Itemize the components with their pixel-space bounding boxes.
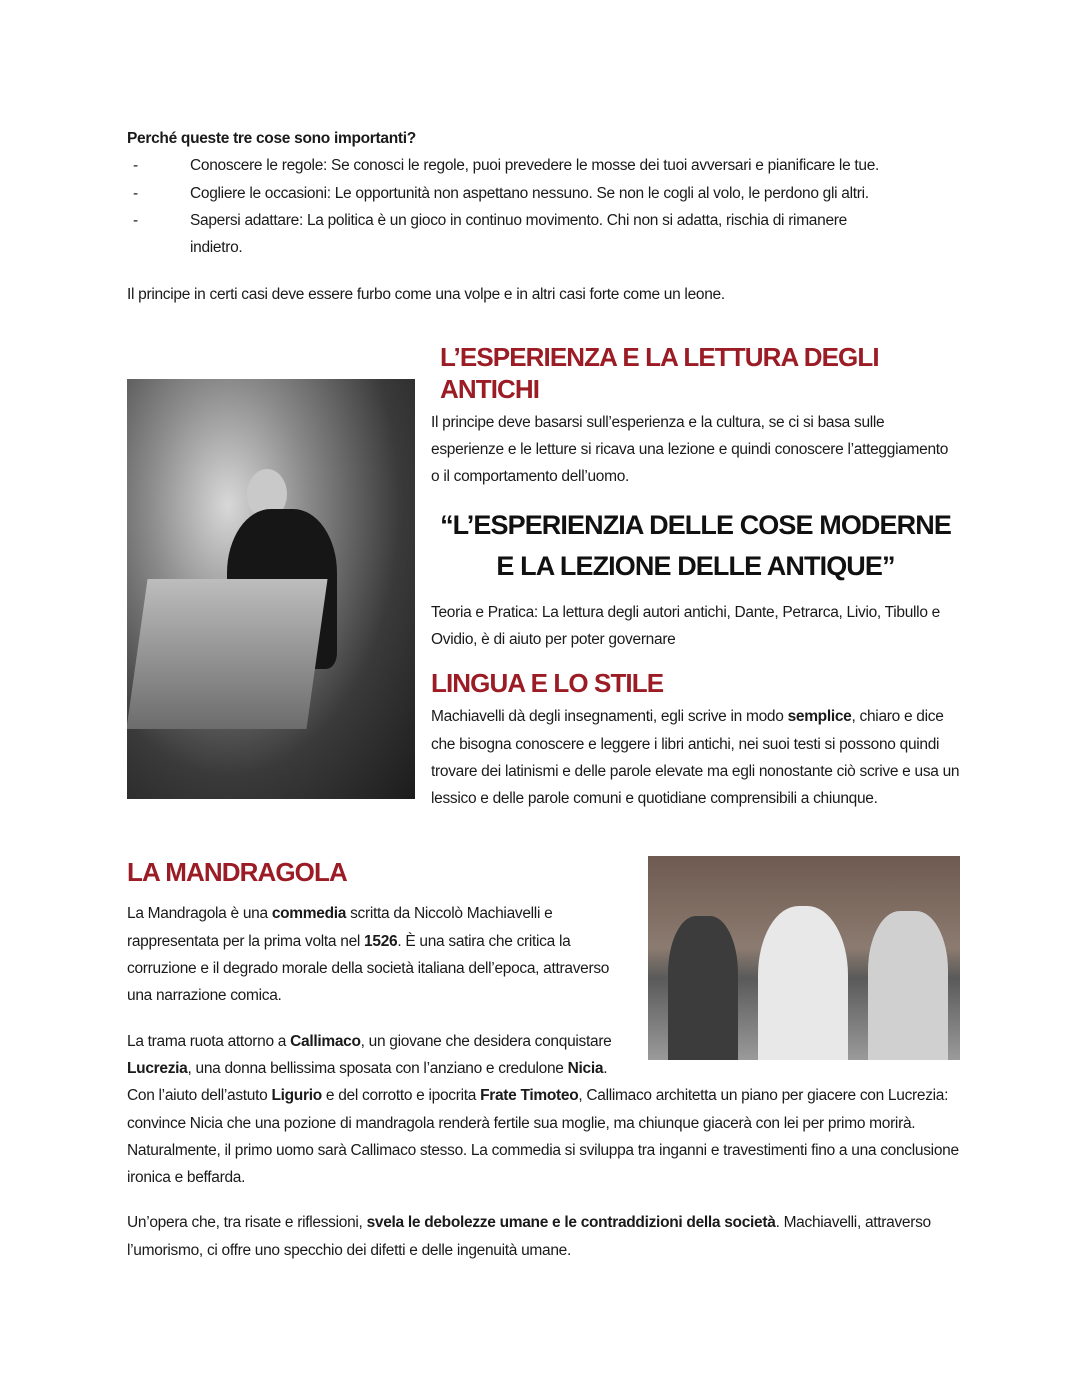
text-run: Machiavelli dà degli insegnamenti, egli scrive in modo [431, 708, 788, 726]
bold-text: Nicia [567, 1059, 604, 1077]
esperienza-section [127, 341, 960, 813]
intro-question: Perché queste tre cose sono importanti? [127, 130, 416, 147]
esperienza-column [431, 341, 960, 813]
bold-text: 1526 [364, 932, 398, 950]
bold-text: semplice [787, 708, 852, 726]
text-run: , una donna bellissima sposata con l’anziano e credulone [187, 1059, 568, 1077]
mandragola-film-still-image [648, 856, 960, 1060]
machiavelli-painting-image [127, 379, 415, 799]
mandragola-heading: LA MANDRAGOLA [127, 857, 347, 888]
text-run: . Machiavelli, attraverso l’umorismo, ci offre uno specchio dei difetti e delle ingenuità umane. [127, 1214, 931, 1259]
bold-text: Lucrezia [127, 1059, 188, 1077]
esperienza-quote: “L’ESPERIENZIA DELLE COSE MODERNE E LA LEZIONE DELLE ANTIQUE” [440, 509, 951, 581]
bullet-text: Cogliere le occasioni: Le opportunità non aspettano nessuno. Se non le cogli al volo, le perdono gli altri. [190, 184, 869, 202]
text-run: , Callimaco architetta un piano per giacere con Lucrezia: convince Nicia che una pozione di mandragola renderà fertile sua moglie, ma chiunque giacerà con lei per primo morirà. Naturalmente, il primo uomo sarà Callimaco stesso. La commedia si sviluppa tra inganni e travestimenti fino a una conclusione ironica e beffarda. [127, 1087, 959, 1187]
text-run: La Mandragola è una [127, 905, 272, 923]
list-item [127, 207, 960, 262]
esperienza-theory: Teoria e Pratica: La lettura degli autori antichi, Dante, Petrarca, Livio, Tibullo e Ovidio, è di aiuto per poter governare [431, 603, 940, 648]
bullet-list [127, 152, 960, 261]
bold-text: svela le debolezze umane e le contraddizioni della società [366, 1214, 776, 1232]
text-run: Un’opera che, tra risate e riflessioni, [127, 1214, 367, 1232]
esperienza-heading: L’ESPERIENZA E LA LETTURA DEGLI ANTICHI [440, 341, 879, 404]
bullet-marker: - [133, 211, 138, 229]
lingua-heading: LINGUA E LO STILE [431, 668, 664, 699]
bold-text: commedia [271, 905, 347, 923]
bold-text: Ligurio [271, 1087, 322, 1105]
list-item [127, 180, 960, 207]
esperienza-text: Il principe deve basarsi sull’esperienza e la cultura, se ci si basa sulle esperienze e le letture si ricava una lezione e quindi conoscere l’atteggiamento o il comportamento dell’uomo. [431, 413, 949, 486]
list-item [127, 152, 960, 179]
bold-text: Frate Timoteo [480, 1087, 579, 1105]
text-run: , un giovane che desidera conquistare [360, 1032, 612, 1050]
mandragola-conclusion-paragraph [127, 1209, 960, 1264]
text-run: e del corrotto e ipocrita [321, 1087, 481, 1105]
bold-text: Callimaco [290, 1032, 361, 1050]
text-run: scritta da Niccolò Machiavelli e rappresentata per la prima volta nel [127, 905, 553, 950]
bullet-marker: - [133, 184, 138, 202]
bullet-marker: - [133, 157, 138, 175]
intro-section [127, 125, 960, 309]
lingua-text [431, 703, 960, 812]
text-run: La trama ruota attorno a [127, 1032, 291, 1050]
text-run: , chiaro e dice che bisogna conoscere e leggere i libri antichi, nei suoi testi si possono quindi trovare dei latinismi e delle parole elevate ma egli nonostante ciò scrive e usa un lessico e delle parole comuni e quotidiane comprensibili a chiunque. [431, 708, 960, 808]
text-run: . Con l’aiuto dell’astuto [127, 1059, 608, 1105]
text-run: . È una satira che critica la corruzione e il degrado morale della società italiana dell’epoca, attraverso una narrazione comica. [127, 932, 610, 1005]
bullet-text: Conoscere le regole: Se conosci le regole, puoi prevedere le mosse dei tuoi avversari e pianificare le tue. [190, 157, 880, 175]
bullet-text: Sapersi adattare: La politica è un gioco in continuo movimento. Chi non si adatta, rischia di rimanere indietro. [190, 211, 847, 257]
intro-closing: Il principe in certi casi deve essere furbo come una volpe e in altri casi forte come un leone. [127, 286, 725, 304]
mandragola-section [127, 856, 960, 1264]
